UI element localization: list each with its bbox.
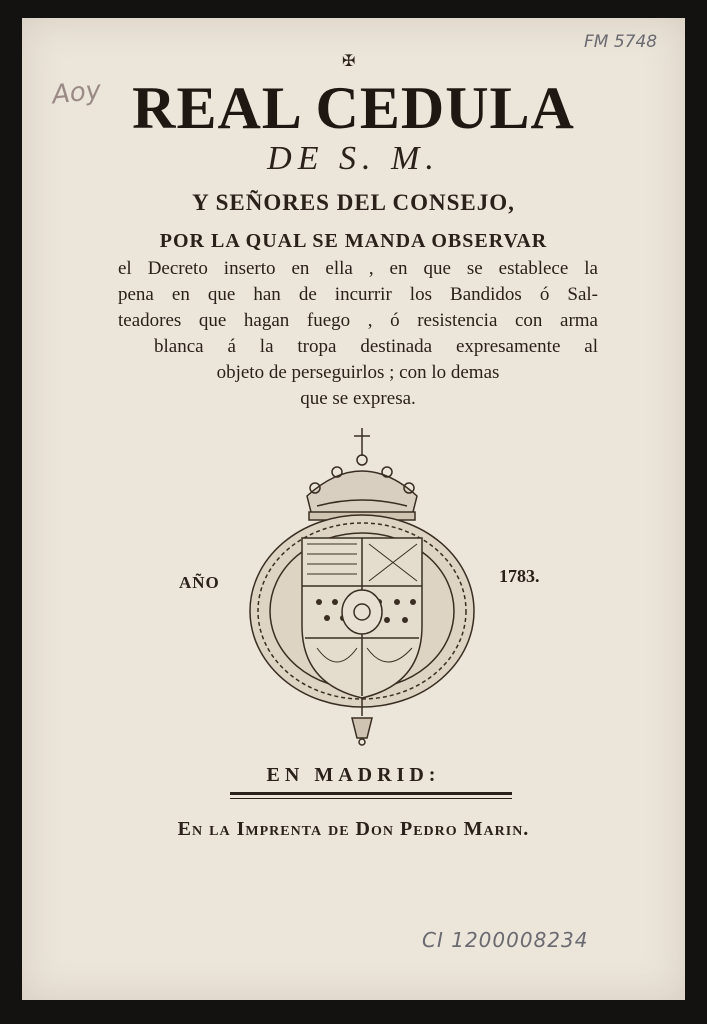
document-subtitle: DE S. M.: [267, 140, 440, 177]
lead-line: POR LA QUAL SE MANDA OBSERVAR: [159, 230, 548, 252]
council-line: Y SEÑORES DEL CONSEJO,: [192, 190, 515, 215]
cross-ornament: ✠: [342, 51, 356, 70]
year-label: AÑO: [179, 573, 220, 592]
text-line: blanca á la tropa destinada expresamente al: [154, 336, 598, 357]
printer-line: En la Imprenta de Don Pedro Marin.: [177, 818, 530, 840]
divider-rule: [230, 798, 512, 799]
catalog-id-annotation: CI 1200008234: [422, 928, 589, 952]
decree-text: [118, 256, 598, 412]
text-line: el Decreto inserto en ella , en que se establece la: [118, 258, 598, 279]
text-line: objeto de perseguirlos ; con lo demas: [216, 362, 500, 383]
shelfmark-annotation: FM 5748: [584, 32, 658, 52]
text-line: que se expresa.: [300, 388, 416, 409]
text-line: pena en que han de incurrir los Bandidos ó Sal-: [118, 284, 598, 305]
year-value: 1783.: [499, 566, 540, 586]
imprint-city: EN MADRID:: [266, 764, 441, 786]
royal-coat-of-arms-icon: [247, 426, 477, 746]
text-line: teadores que hagan fuego , ó resistencia con arma: [118, 310, 598, 331]
document-title: REAL CEDULA: [132, 75, 575, 141]
document-page: [22, 18, 685, 1000]
pencil-mark: Aoy: [50, 75, 103, 111]
divider-rule: [230, 792, 512, 795]
